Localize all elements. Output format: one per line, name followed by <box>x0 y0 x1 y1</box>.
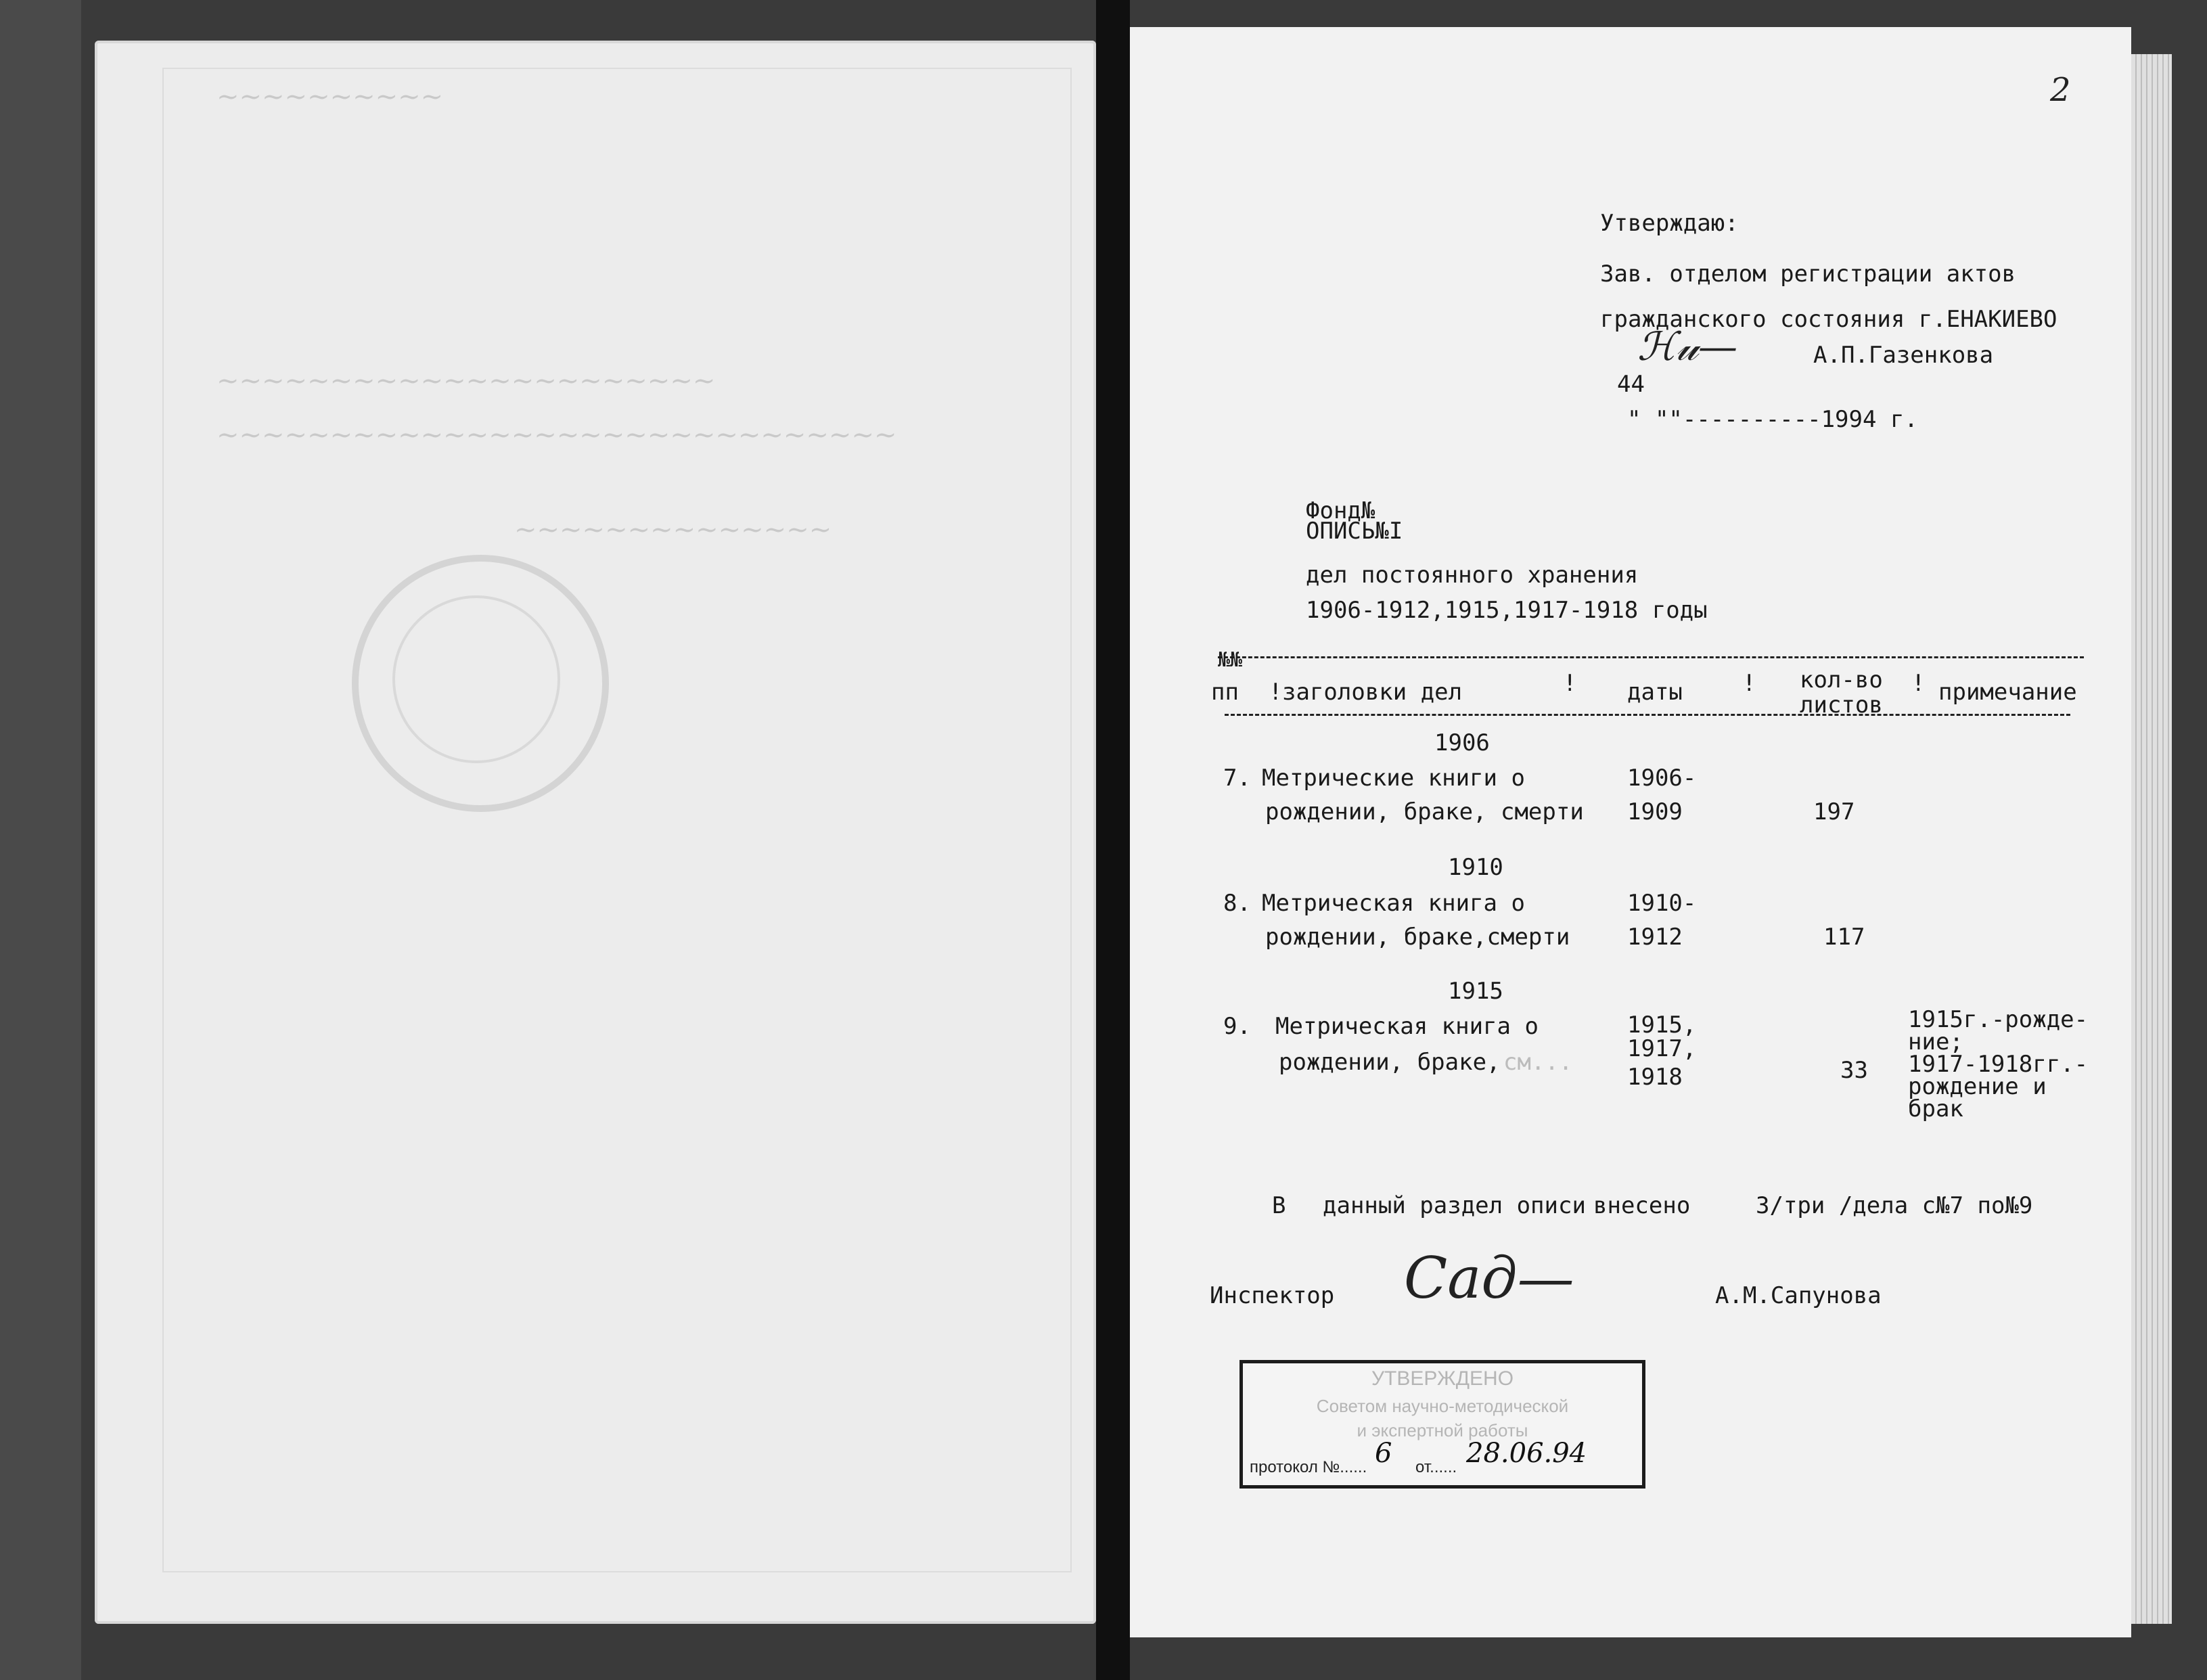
book-cover-edge <box>0 0 81 1680</box>
approval-number: 44 <box>1617 371 1645 398</box>
opis-label: ОПИСЬ№I <box>1306 518 1403 545</box>
row-number: 8. <box>1223 890 1251 917</box>
heading-line1: дел постоянного хранения <box>1306 562 1639 589</box>
inspector-signature: Сад— <box>1404 1245 1574 1311</box>
stamp-ot-label: от...... <box>1415 1458 1457 1476</box>
bleed-through-text: ~~~~~~~~~~~~~~~~~~~~~~~~~~~~~~ <box>217 419 897 451</box>
inspector-name: А.М.Сапунова <box>1715 1282 1882 1309</box>
stamp-date: 28.06.94 <box>1466 1438 1587 1469</box>
col-note-header: примечание <box>1938 679 2077 706</box>
row-date-3: 1918 <box>1627 1064 1683 1091</box>
table-top-rule <box>1218 656 2084 658</box>
row-title-2: рождении, браке,смерти <box>1265 924 1570 951</box>
row-sheets: 117 <box>1823 924 1865 951</box>
row-title-2: рождении, браке, смерти <box>1265 798 1584 825</box>
col-num-header: №№ <box>1218 648 1243 672</box>
row-date-2: 1917, <box>1627 1035 1697 1062</box>
row-date-2: 1909 <box>1627 798 1683 825</box>
stamp-line2: Советом научно-методической <box>1316 1396 1569 1416</box>
row-title-2: рождении, браке, <box>1279 1049 1501 1076</box>
heading-line2: 1906-1912,1915,1917-1918 годы <box>1306 597 1708 624</box>
stamp-protocol-number: 6 <box>1375 1438 1392 1469</box>
row-note-3: 1917-1918гг.- <box>1908 1051 2089 1078</box>
row-note-4: рождение и <box>1908 1073 2047 1100</box>
row-note-2: ние; <box>1908 1028 1963 1055</box>
col-sheets-header-2: листов <box>1800 691 1883 719</box>
summary-vneseno: внесено <box>1593 1192 1691 1219</box>
row-date-1: 1906- <box>1627 765 1697 792</box>
bleed-through-text: ~~~~~~~~~~~~~~~~~~~~~~ <box>217 365 716 396</box>
bleed-through-text: ~~~~~~~~~~ <box>217 81 444 112</box>
row-note-5: брак <box>1908 1095 1963 1122</box>
book-spine <box>1096 0 1130 1680</box>
approval-date: " ""----------1994 г. <box>1627 406 1918 433</box>
approval-title: Утверждаю: <box>1600 210 1739 237</box>
approval-signature: ℋ𝓊— <box>1637 323 1738 369</box>
approval-line2: гражданского состояния г.ЕНАКИЕВО <box>1600 306 2057 333</box>
row-note-1: 1915г.-рожде- <box>1908 1006 2089 1033</box>
faded-seal-icon <box>352 555 609 812</box>
faded-text: см... <box>1503 1049 1573 1076</box>
left-page-frame <box>162 68 1072 1572</box>
col-separator: ! <box>1742 670 1756 697</box>
inspector-label: Инспектор <box>1210 1282 1335 1309</box>
row-date-1: 1910- <box>1627 890 1697 917</box>
col-num-header-2: пп <box>1211 679 1239 706</box>
row-title-1: Метрическая книга о <box>1275 1013 1539 1040</box>
col-separator: ! <box>1563 670 1577 697</box>
row-number: 9. <box>1223 1013 1251 1040</box>
row-date-1: 1915, <box>1627 1012 1697 1039</box>
approval-stamp <box>1239 1360 1645 1489</box>
col-title-separator: ! <box>1269 679 1283 706</box>
row-number: 7. <box>1223 765 1251 792</box>
stamp-line1: УТВЕРЖДЕНО <box>1371 1367 1514 1390</box>
col-sheets-header: кол-во <box>1800 666 1883 694</box>
left-page-blank <box>95 41 1096 1624</box>
group-year: 1906 <box>1434 729 1490 756</box>
col-separator: ! <box>1911 670 1926 697</box>
fond-label: Фонд№ <box>1306 497 1375 524</box>
approval-line1: Зав. отделом регистрации актов <box>1600 260 2016 288</box>
row-sheets: 197 <box>1813 798 1855 825</box>
col-title-header: заголовки дел <box>1282 679 1463 706</box>
table-header-rule <box>1225 714 2070 716</box>
summary-text: данный раздел описи <box>1323 1192 1586 1219</box>
page-stack-edge <box>2131 54 2172 1624</box>
group-year: 1915 <box>1448 978 1503 1005</box>
row-title-1: Метрические книги о <box>1262 765 1525 792</box>
summary-b: В <box>1272 1192 1286 1219</box>
stamp-protocol-label: протокол №...... <box>1250 1458 1367 1476</box>
approval-name: А.П.Газенкова <box>1813 342 1994 369</box>
row-title-1: Метрическая книга о <box>1262 890 1525 917</box>
summary-count: 3/три /дела с№7 по№9 <box>1756 1192 2033 1219</box>
bleed-through-text: ~~~~~~~~~~~~~~ <box>514 514 832 545</box>
group-year: 1910 <box>1448 854 1503 881</box>
row-date-2: 1912 <box>1627 924 1683 951</box>
page-number: 2 <box>2050 71 2071 109</box>
stamp-line3: и экспертной работы <box>1357 1420 1528 1440</box>
col-dates-header: даты <box>1627 679 1683 706</box>
row-sheets: 33 <box>1840 1057 1868 1084</box>
